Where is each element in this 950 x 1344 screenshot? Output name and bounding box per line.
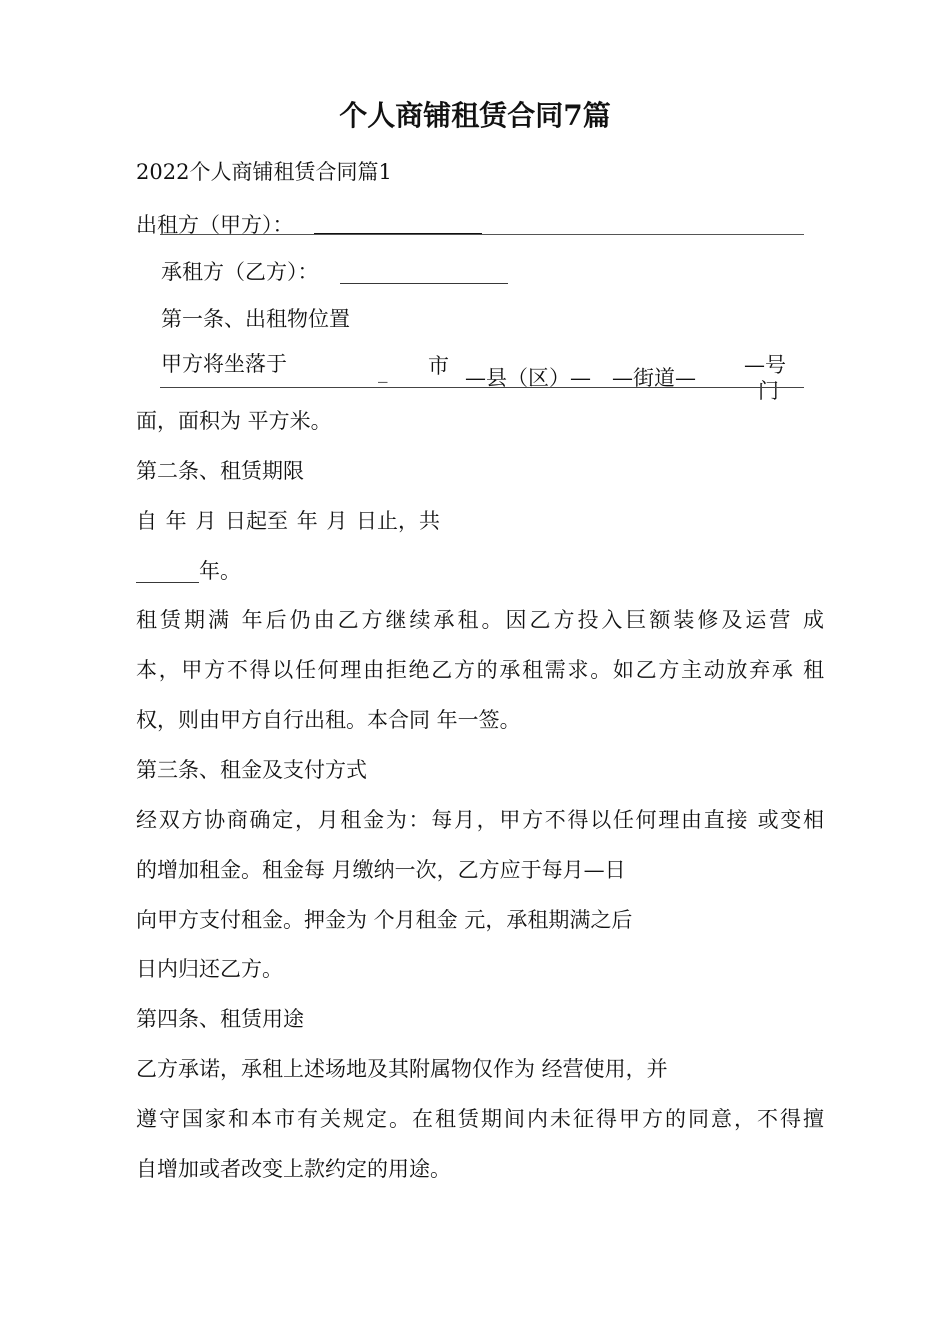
document-title: 个人商铺租赁合同7篇 <box>339 99 611 132</box>
section-subtitle: 2022个人商铺租赁合同篇1 <box>136 160 392 184</box>
paragraph-3-line-2: 遵守国家和本市有关规定。在租赁期间内未征得甲方的同意，不得擅 <box>136 1107 824 1131</box>
article-1-heading: 第一条、出租物位置 <box>161 307 350 331</box>
address-door-clip <box>758 377 782 403</box>
address-blank-1: _ <box>378 361 388 383</box>
address-street: —街道— <box>612 366 696 390</box>
paragraph-3-line-3: 自增加或者改变上款约定的用途。 <box>136 1157 451 1181</box>
lessor-label: 出租方（甲方）： <box>136 213 294 237</box>
paragraph-1-line-1: 租赁期满 年后仍由乙方继续承租。因乙方投入巨额装修及运营 成 <box>136 608 824 632</box>
lessee-blank: ________________ <box>340 260 508 284</box>
article-4-heading: 第四条、租赁用途 <box>136 1007 304 1031</box>
location-lead: 甲方将坐落于 <box>161 352 287 376</box>
paragraph-2-line-4: 日内归还乙方。 <box>136 957 283 981</box>
article-3-heading: 第三条、租金及支付方式 <box>136 758 367 782</box>
period-line: 自 年 月 日起至 年 月 日止，共 <box>136 509 441 533</box>
article-2-heading: 第二条、租赁期限 <box>136 459 304 483</box>
lessee-label: 承租方（乙方）： <box>161 260 319 284</box>
address-number: —号 <box>744 353 786 377</box>
paragraph-1-line-3: 权，则由甲方自行出租。本合同 年一签。 <box>136 708 521 732</box>
paragraph-2-line-1: 经双方协商确定，月租金为：每月，甲方不得以任何理由直接 或变相 <box>136 808 824 832</box>
lessor-underline <box>160 234 804 235</box>
area-line: 面，面积为 平方米。 <box>136 409 332 433</box>
paragraph-2-line-2: 的增加租金。租金每 月缴纳一次，乙方应于每月—日 <box>136 858 626 882</box>
address-city: 市 <box>428 354 449 378</box>
paragraph-1-line-2: 本，甲方不得以任何理由拒绝乙方的承租需求。如乙方主动放弃承 租 <box>136 658 824 682</box>
address-underline <box>160 387 804 388</box>
paragraph-3-line-1: 乙方承诺，承租上述场地及其附属物仅作为 经营使用，并 <box>136 1057 668 1081</box>
paragraph-2-line-3: 向甲方支付租金。押金为 个月租金 元，承租期满之后 <box>136 908 633 932</box>
years-line: ______年。 <box>136 559 241 583</box>
address-county: —县（区）— <box>465 366 591 390</box>
address-door: 门 <box>758 379 779 403</box>
